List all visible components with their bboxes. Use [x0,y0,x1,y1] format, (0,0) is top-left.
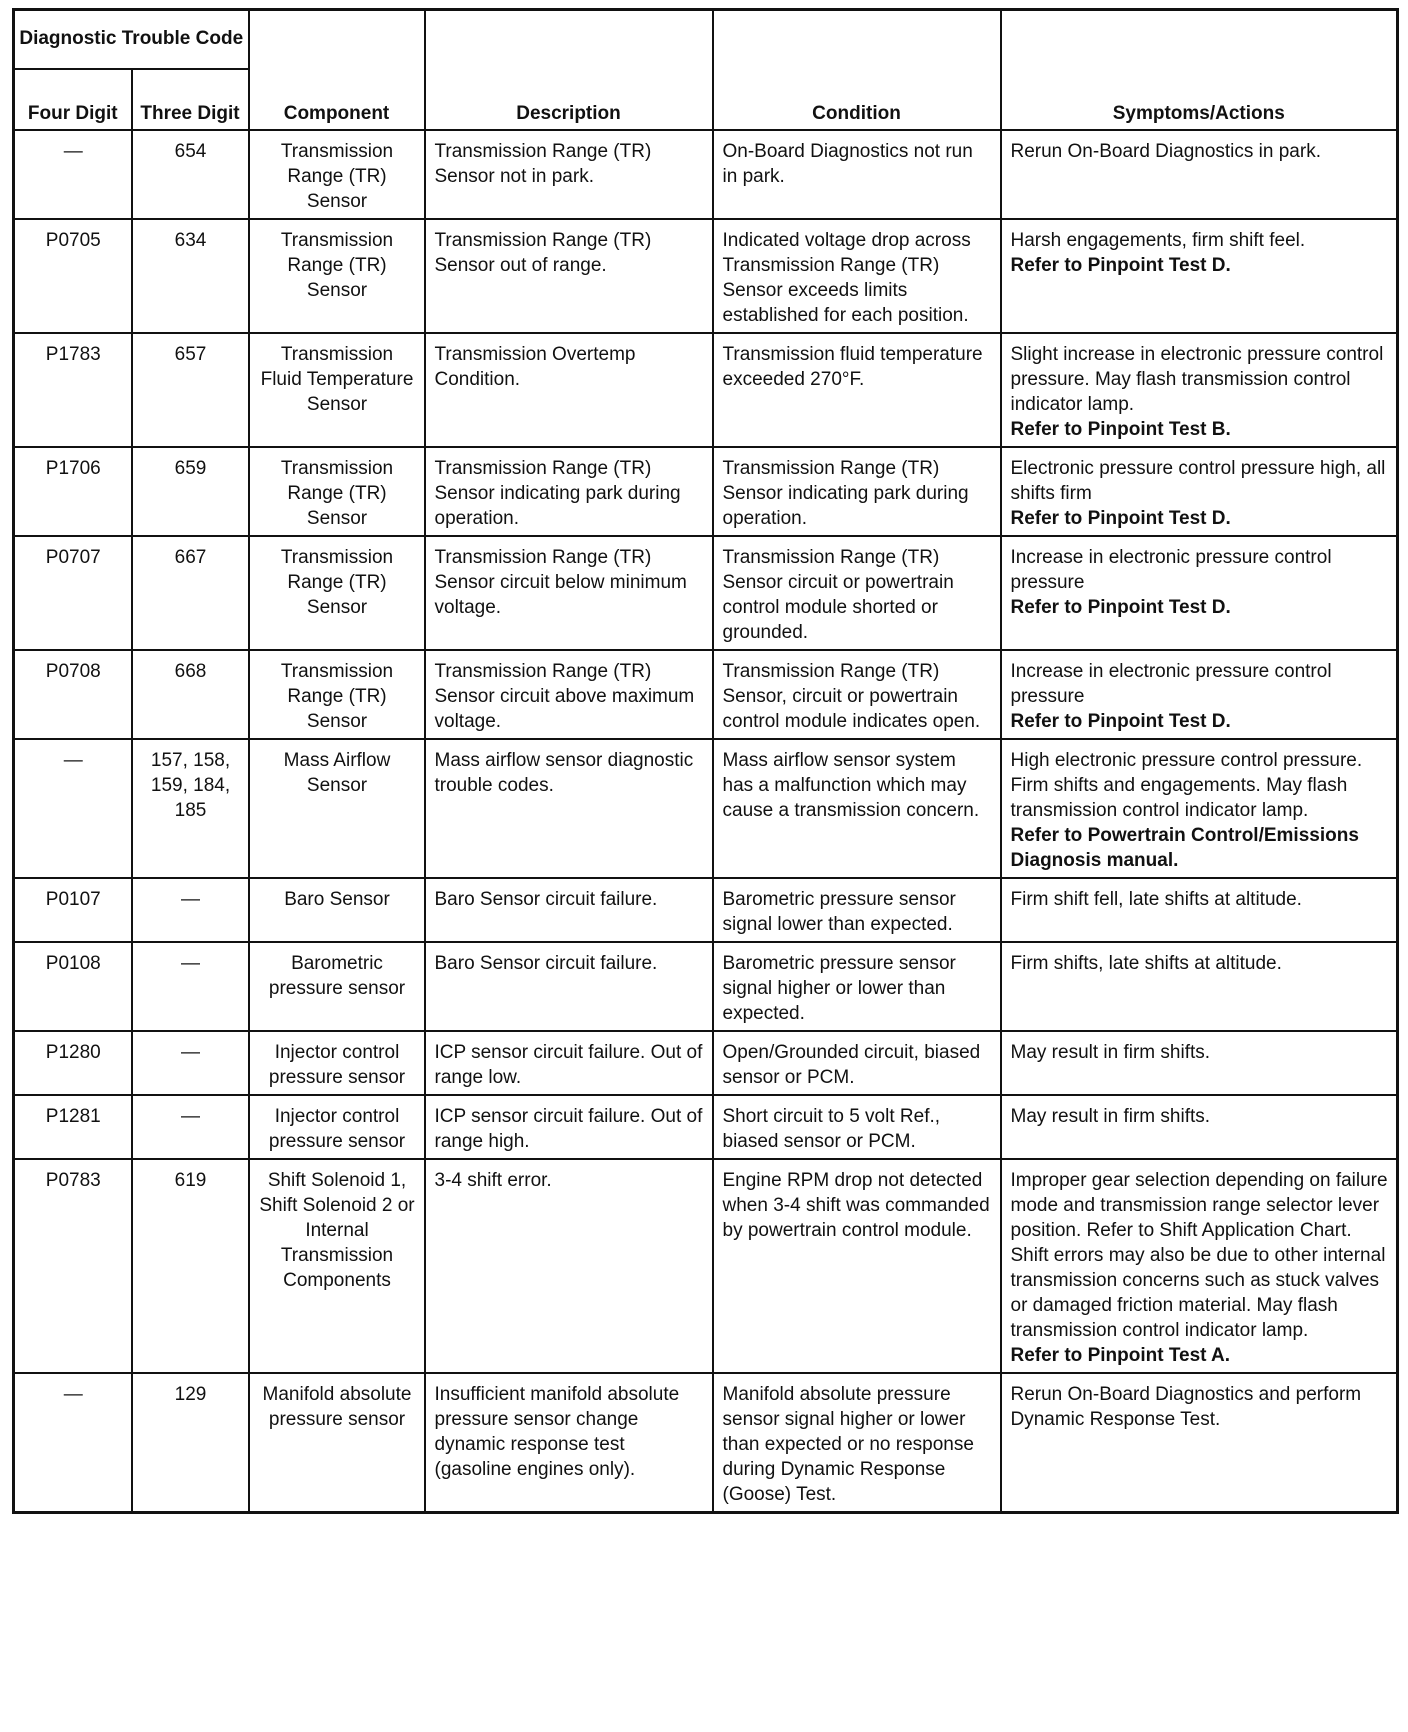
table-row [14,130,1398,219]
actions-header: Symptoms/Actions [1001,10,1398,131]
three-digit-code: 654 [132,130,249,219]
actions-cell [1001,1095,1398,1159]
three-digit-code: — [132,878,249,942]
condition-cell: Barometric pressure sensor signal lower than expected. [713,878,1001,942]
four-digit-code: — [14,739,132,878]
description-cell: Transmission Overtemp Condition. [425,333,713,447]
actions-reference: Refer to Pinpoint Test B. [1010,419,1231,440]
table-row [14,878,1398,942]
component-cell: Injector control pressure sensor [249,1095,425,1159]
component-cell: Mass Airflow Sensor [249,739,425,878]
component-cell: Transmission Fluid Temperature Sensor [249,333,425,447]
table-row [14,1031,1398,1095]
table-row [14,447,1398,536]
condition-cell: Barometric pressure sensor signal higher or lower than expected. [713,942,1001,1031]
actions-reference: Refer to Pinpoint Test D. [1010,597,1231,618]
component-header: Component [249,10,425,131]
actions-cell [1001,1159,1398,1373]
table-row [14,333,1398,447]
actions-cell [1001,333,1398,447]
description-cell: Transmission Range (TR) Sensor circuit above maximum voltage. [425,650,713,739]
table-row [14,942,1398,1031]
four-digit-code: P0705 [14,219,132,333]
dtc-group-header: Diagnostic Trouble Code [14,10,249,70]
three-digit-code: 634 [132,219,249,333]
condition-cell: On-Board Diagnostics not run in park. [713,130,1001,219]
four-digit-code: P1783 [14,333,132,447]
three-digit-code: — [132,1031,249,1095]
table-row [14,219,1398,333]
four-digit-code: P0707 [14,536,132,650]
four-digit-code: P0783 [14,1159,132,1373]
actions-cell [1001,219,1398,333]
description-header: Description [425,10,713,131]
table-row [14,650,1398,739]
actions-cell [1001,650,1398,739]
condition-cell: Open/Grounded circuit, biased sensor or PCM. [713,1031,1001,1095]
actions-reference: Refer to Pinpoint Test D. [1010,508,1231,529]
three-digit-code: — [132,942,249,1031]
actions-text: Electronic pressure control pressure high, all shifts firm [1010,458,1386,504]
component-cell: Transmission Range (TR) Sensor [249,130,425,219]
four-digit-code: P1280 [14,1031,132,1095]
condition-cell: Engine RPM drop not detected when 3-4 shift was commanded by powertrain control module. [713,1159,1001,1373]
condition-cell: Transmission Range (TR) Sensor indicating park during operation. [713,447,1001,536]
three-digit-code: 129 [132,1373,249,1513]
table-row [14,1159,1398,1373]
actions-cell [1001,942,1398,1031]
actions-cell [1001,130,1398,219]
condition-cell: Manifold absolute pressure sensor signal higher or lower than expected or no response during Dynamic Response (Goose) Test. [713,1373,1001,1513]
three-digit-code: 667 [132,536,249,650]
four-digit-code: P0708 [14,650,132,739]
description-cell: Baro Sensor circuit failure. [425,942,713,1031]
actions-cell [1001,1373,1398,1513]
actions-text: Firm shift fell, late shifts at altitude. [1010,889,1302,910]
actions-text: Firm shifts, late shifts at altitude. [1010,953,1282,974]
actions-text: Increase in electronic pressure control pressure [1010,661,1332,707]
component-cell: Injector control pressure sensor [249,1031,425,1095]
actions-reference: Refer to Pinpoint Test A. [1010,1345,1231,1366]
actions-text: High electronic pressure control pressure. Firm shifts and engagements. May flash transmission control indicator lamp. [1010,750,1363,821]
component-cell: Transmission Range (TR) Sensor [249,219,425,333]
condition-cell: Mass airflow sensor system has a malfunction which may cause a transmission concern. [713,739,1001,878]
three-digit-header: Three Digit [132,69,249,130]
component-cell: Manifold absolute pressure sensor [249,1373,425,1513]
actions-reference: Refer to Pinpoint Test D. [1010,711,1231,732]
four-digit-code: P0108 [14,942,132,1031]
description-cell: ICP sensor circuit failure. Out of range low. [425,1031,713,1095]
condition-cell: Transmission fluid temperature exceeded 270°F. [713,333,1001,447]
condition-cell: Short circuit to 5 volt Ref., biased sensor or PCM. [713,1095,1001,1159]
table-row [14,536,1398,650]
table-body [14,130,1398,1513]
component-cell: Transmission Range (TR) Sensor [249,447,425,536]
actions-cell [1001,447,1398,536]
condition-cell: Transmission Range (TR) Sensor circuit or powertrain control module shorted or grounded. [713,536,1001,650]
description-cell: Transmission Range (TR) Sensor indicating park during operation. [425,447,713,536]
description-cell: ICP sensor circuit failure. Out of range high. [425,1095,713,1159]
three-digit-code: 668 [132,650,249,739]
description-cell: Transmission Range (TR) Sensor out of range. [425,219,713,333]
actions-text: Harsh engagements, firm shift feel. [1010,230,1306,251]
three-digit-code: 659 [132,447,249,536]
three-digit-code: 619 [132,1159,249,1373]
description-cell: Transmission Range (TR) Sensor circuit below minimum voltage. [425,536,713,650]
actions-cell [1001,536,1398,650]
table-row [14,1373,1398,1513]
condition-header: Condition [713,10,1001,131]
description-cell: Insufficient manifold absolute pressure sensor change dynamic response test (gasoline engines only). [425,1373,713,1513]
three-digit-code: — [132,1095,249,1159]
three-digit-code: 157, 158, 159, 184, 185 [132,739,249,878]
component-cell: Transmission Range (TR) Sensor [249,650,425,739]
actions-text: Rerun On-Board Diagnostics in park. [1010,141,1321,162]
description-cell: Transmission Range (TR) Sensor not in park. [425,130,713,219]
component-cell: Transmission Range (TR) Sensor [249,536,425,650]
actions-text: May result in firm shifts. [1010,1042,1211,1063]
condition-cell: Transmission Range (TR) Sensor, circuit or powertrain control module indicates open. [713,650,1001,739]
description-cell: Mass airflow sensor diagnostic trouble codes. [425,739,713,878]
actions-reference: Refer to Pinpoint Test D. [1010,255,1231,276]
actions-cell [1001,1031,1398,1095]
three-digit-code: 657 [132,333,249,447]
table-row [14,1095,1398,1159]
component-cell: Shift Solenoid 1, Shift Solenoid 2 or Internal Transmission Components [249,1159,425,1373]
condition-cell: Indicated voltage drop across Transmission Range (TR) Sensor exceeds limits established for each position. [713,219,1001,333]
actions-text: Increase in electronic pressure control pressure [1010,547,1332,593]
four-digit-code: — [14,130,132,219]
dtc-table [12,8,1399,1514]
description-cell: 3-4 shift error. [425,1159,713,1373]
actions-cell [1001,878,1398,942]
four-digit-code: P0107 [14,878,132,942]
actions-reference: Refer to Powertrain Control/Emissions Diagnosis manual. [1010,825,1359,871]
dtc-page [12,8,1399,1514]
table-header [14,10,1398,131]
actions-text: Slight increase in electronic pressure control pressure. May flash transmission control indicator lamp. [1010,344,1384,415]
four-digit-code: P1281 [14,1095,132,1159]
actions-text: Rerun On-Board Diagnostics and perform Dynamic Response Test. [1010,1384,1362,1430]
component-cell: Baro Sensor [249,878,425,942]
four-digit-code: — [14,1373,132,1513]
actions-text: Improper gear selection depending on failure mode and transmission range selector lever position. Refer to Shift Application Chart. Shift errors may also be due to other internal transmission concerns such as stuck valves or damaged friction material. May flash transmission control indicator lamp. [1010,1170,1388,1341]
description-cell: Baro Sensor circuit failure. [425,878,713,942]
actions-cell [1001,739,1398,878]
actions-text: May result in firm shifts. [1010,1106,1211,1127]
component-cell: Barometric pressure sensor [249,942,425,1031]
four-digit-header: Four Digit [14,69,132,130]
four-digit-code: P1706 [14,447,132,536]
table-row [14,739,1398,878]
